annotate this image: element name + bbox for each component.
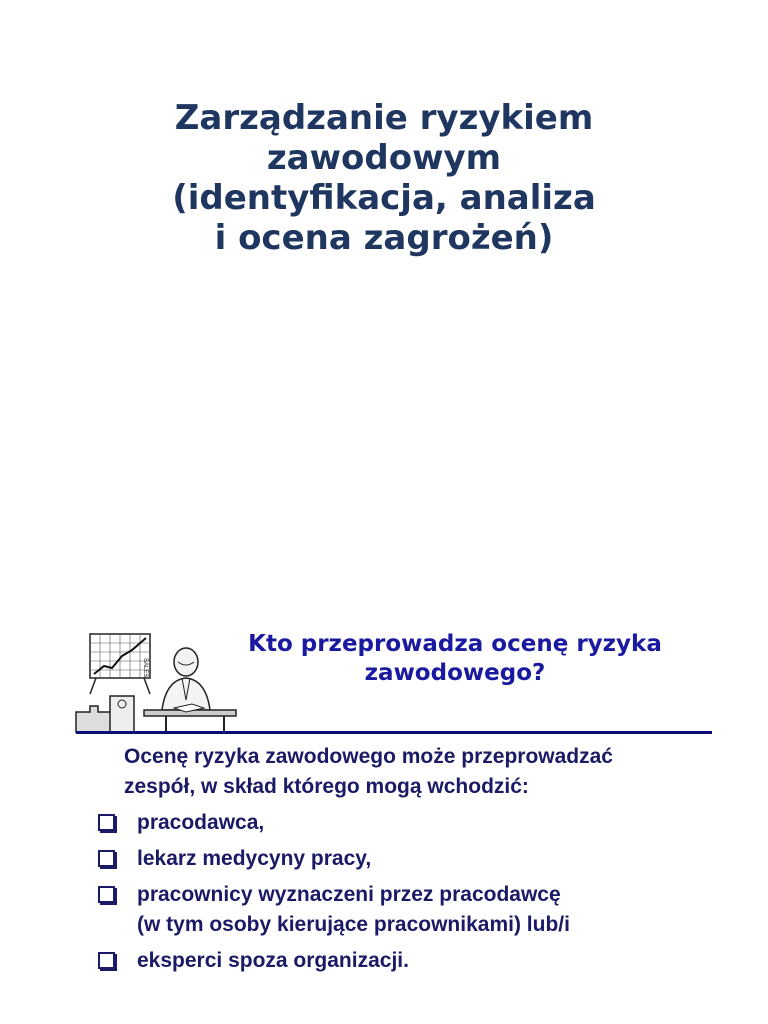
section-heading-line: Kto przeprowadza ocenę ryzyka	[248, 631, 662, 657]
section-heading-line: zawodowego?	[364, 660, 546, 686]
title-line: zawodowym	[266, 138, 502, 178]
list-item	[98, 808, 570, 838]
person-head	[174, 648, 198, 676]
checkbox-bullet-icon	[98, 886, 115, 903]
intro-line: Ocenę ryzyka zawodowego może przeprowadzać	[124, 745, 613, 768]
list-item-text: lekarz medycyny pracy,	[137, 847, 372, 870]
intro-paragraph	[124, 742, 613, 802]
title-line: Zarządzanie ryzykiem	[174, 98, 594, 138]
list-item	[98, 880, 570, 940]
participants-list	[98, 808, 570, 982]
projector	[76, 706, 114, 732]
list-item-text: pracodawca,	[137, 811, 265, 834]
section-heading	[230, 630, 680, 688]
checkbox-bullet-icon	[98, 814, 115, 831]
chart-label: SALES	[142, 658, 148, 678]
page-title	[0, 98, 768, 258]
presenter-clipart	[74, 632, 240, 736]
title-line: (identyfikacja, analiza	[172, 178, 596, 218]
list-item	[98, 946, 570, 976]
checkbox-bullet-icon	[98, 850, 115, 867]
checkbox-bullet-icon	[98, 952, 115, 969]
title-line: i ocena zagrożeń)	[214, 218, 554, 258]
intro-line: zespół, w skład którego mogą wchodzić:	[124, 775, 529, 798]
list-item-text: eksperci spoza organizacji.	[137, 949, 409, 972]
list-item-text: pracownicy wyznaczeni przez pracodawcę	[137, 883, 561, 906]
list-item-text: (w tym osoby kierujące pracownikami) lub/i	[137, 913, 570, 936]
divider	[76, 731, 712, 734]
list-item	[98, 844, 570, 874]
